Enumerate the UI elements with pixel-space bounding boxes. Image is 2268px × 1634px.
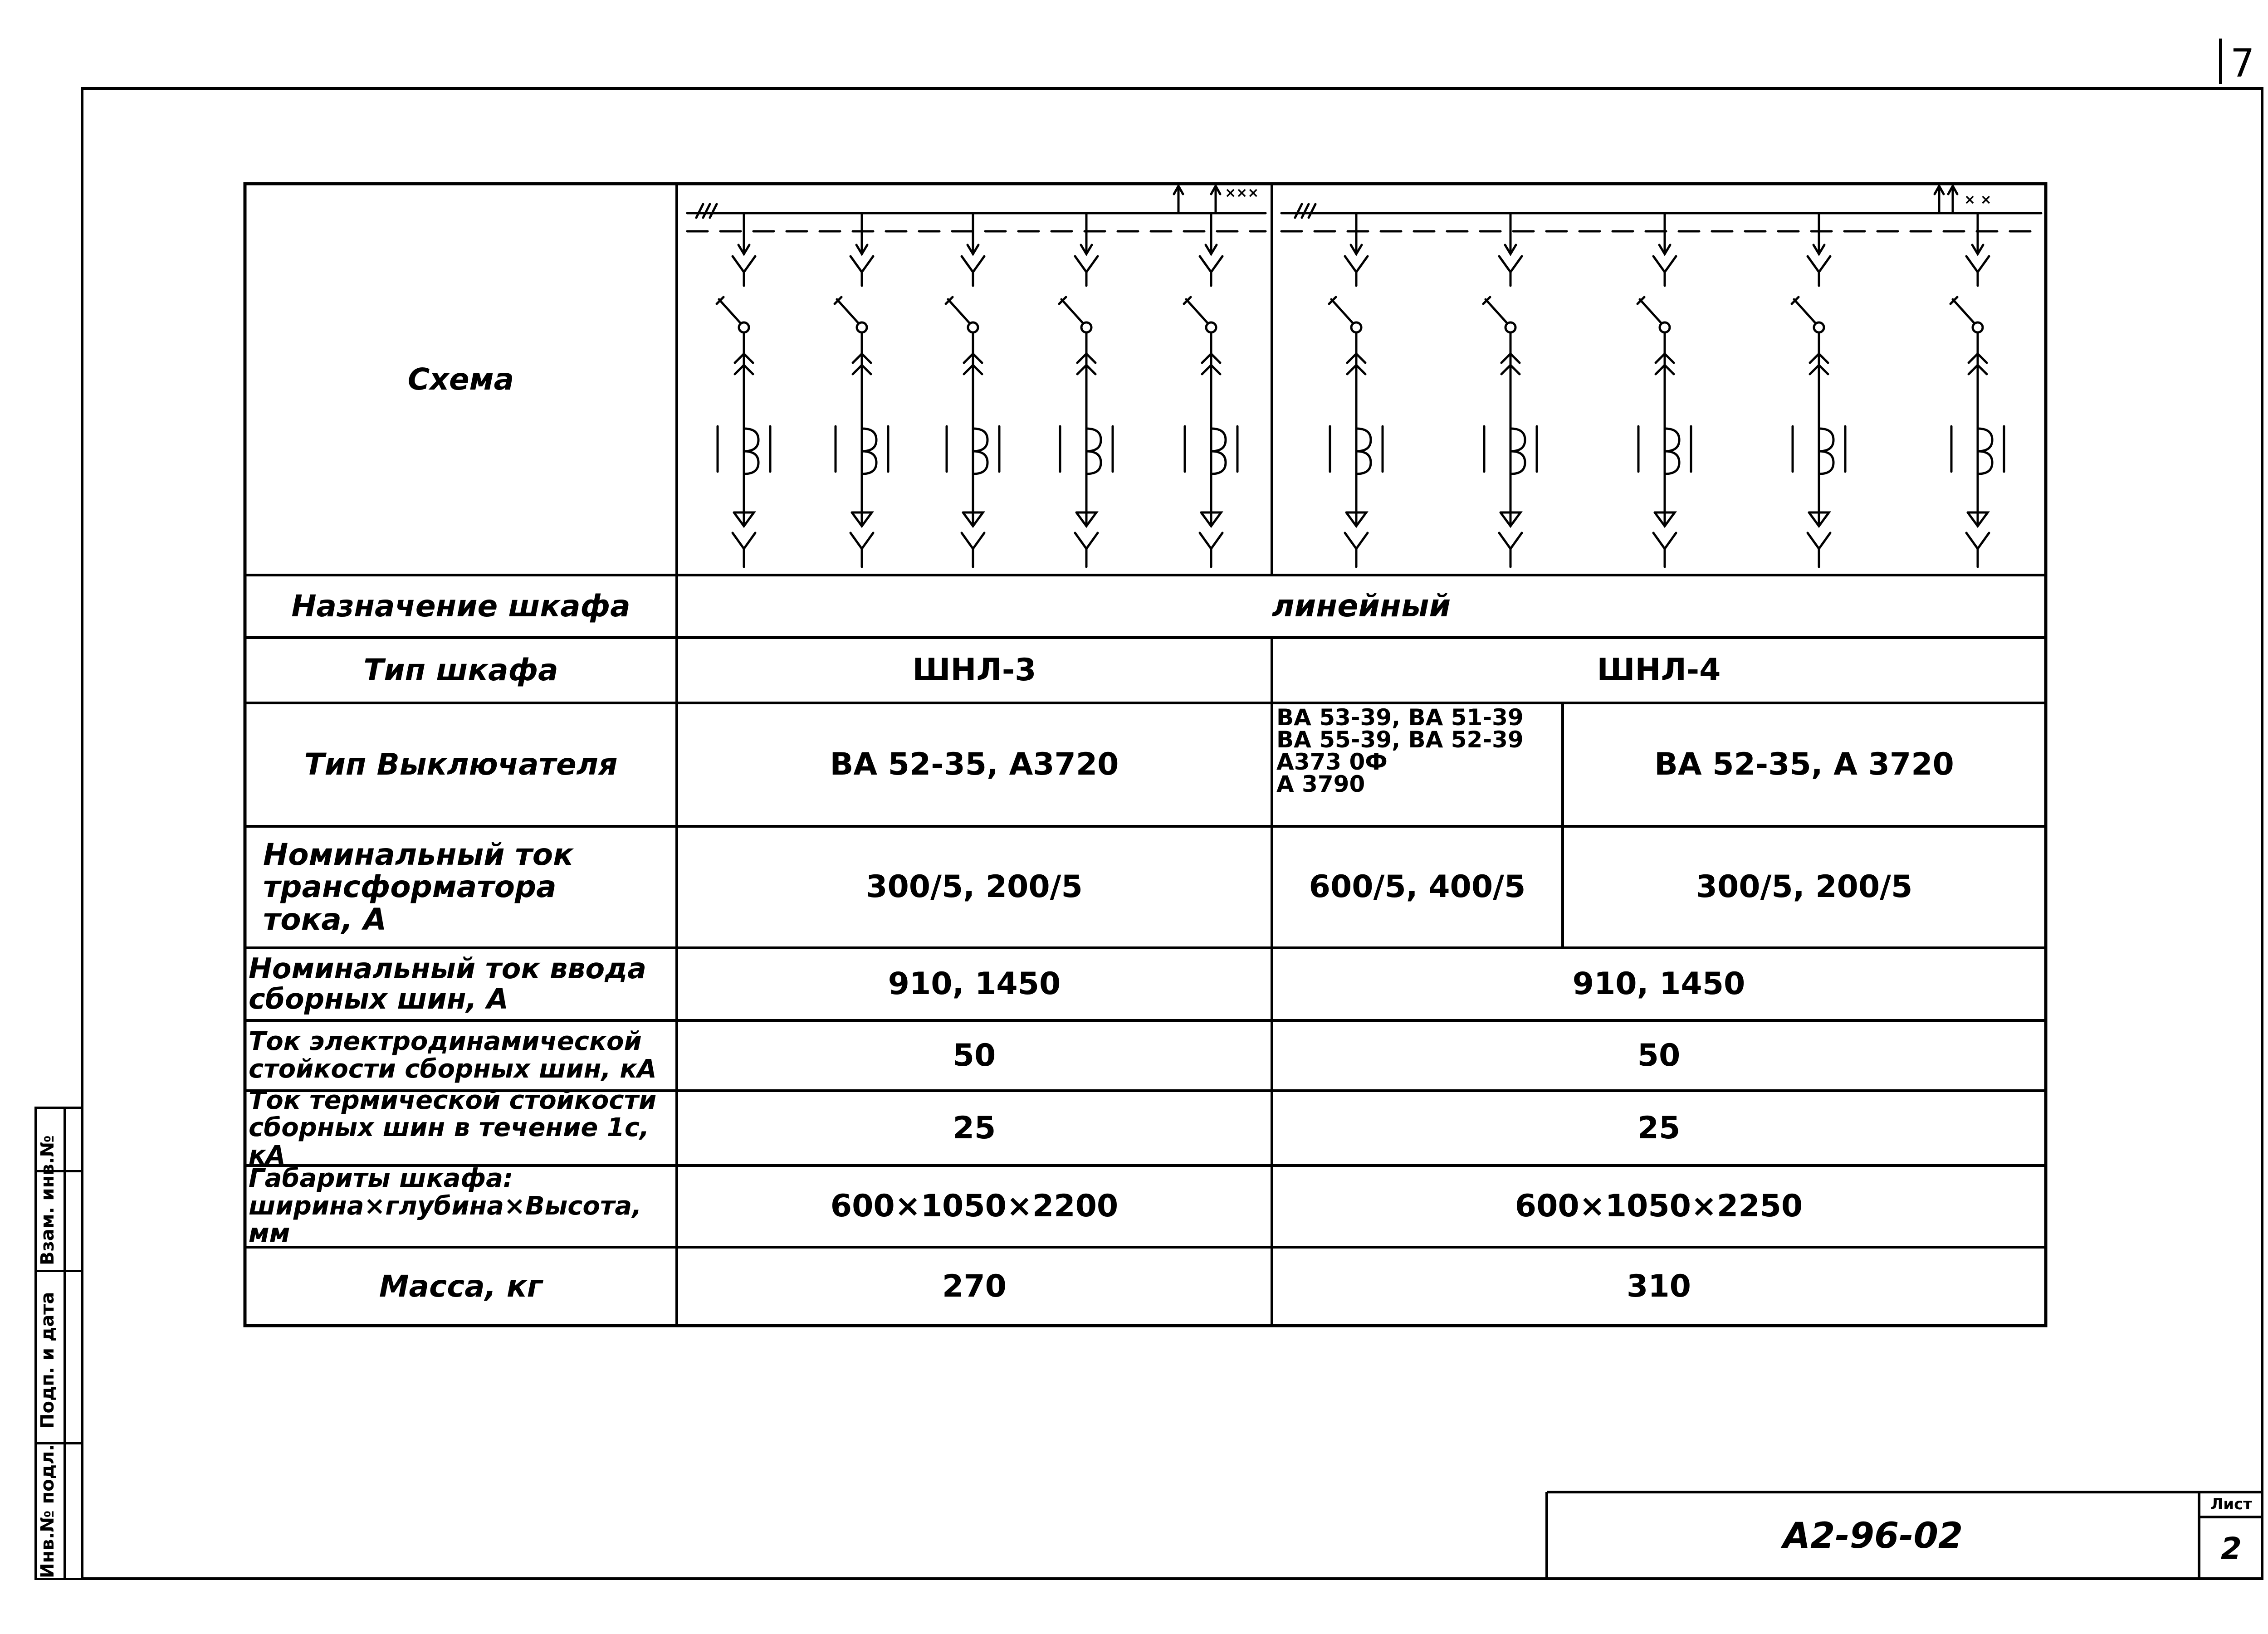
breaker-type-shnl4-b: ВА 52-35, А 3720 <box>1654 746 1954 783</box>
cabinet-type-shnl4: ШНЛ-4 <box>1597 652 1721 688</box>
mass-shnl4: 310 <box>1627 1268 1691 1304</box>
sheet-number: 7 <box>2231 41 2254 86</box>
row-label-thermal: Ток термической стойкости сборных шин в течение 1с, кА <box>249 1085 657 1170</box>
electrodynamic-shnl3: 50 <box>953 1037 996 1073</box>
row-label-electrodynamic: Ток электродинамической стойкости сборных шин, кА <box>249 1027 657 1084</box>
document-code: А2-96-02 <box>1783 1515 1963 1556</box>
row-label-cabinet-type: Тип шкафа <box>363 653 558 688</box>
ct-current-shnl4-a: 600/5, 400/5 <box>1309 869 1526 905</box>
ct-current-shnl4-b: 300/5, 200/5 <box>1696 869 1913 905</box>
row-label-dimensions: Габариты шкафа: ширина×глубина×Высота, мм <box>249 1164 642 1249</box>
sheet-label: Лист <box>2210 1495 2252 1514</box>
purpose-value: линейный <box>1271 588 1451 624</box>
electrodynamic-shnl4: 50 <box>1637 1037 1681 1073</box>
cabinet-type-shnl3: ШНЛ-3 <box>912 652 1036 688</box>
ct-current-shnl3: 300/5, 200/5 <box>866 869 1083 905</box>
row-label-ct-current: Номинальный ток трансформатора тока, А <box>263 837 573 937</box>
svg-text:× ×: × × <box>1964 192 1992 208</box>
bus-input-current-shnl4: 910, 1450 <box>1572 966 1745 1002</box>
row-label-purpose: Назначение шкафа <box>291 589 631 624</box>
row-label-mass: Масса, кг <box>379 1268 543 1304</box>
bus-input-current-shnl3: 910, 1450 <box>888 966 1061 1002</box>
dimensions-shnl4: 600×1050×2250 <box>1515 1188 1803 1224</box>
svg-text:×××: ××× <box>1225 185 1259 201</box>
sheet-value: 2 <box>2221 1531 2242 1566</box>
row-label-scheme: Схема <box>407 361 514 397</box>
side-stamp-label: Взам. инв.№ <box>37 1135 58 1265</box>
row-label-breaker-type: Тип Выключателя <box>304 747 618 782</box>
side-stamp-label: Подп. и дата <box>37 1292 58 1429</box>
thermal-shnl3: 25 <box>953 1110 996 1146</box>
thermal-shnl4: 25 <box>1637 1110 1681 1146</box>
breaker-type-shnl4-a: ВА 53-39, ВА 51-39 ВА 55-39, ВА 52-39 А373 0Ф А 3790 <box>1276 704 1524 797</box>
breaker-type-shnl3: ВА 52-35, А3720 <box>830 746 1119 783</box>
mass-shnl3: 270 <box>942 1268 1007 1304</box>
side-stamp-label: Инв.№ подл. <box>37 1444 58 1578</box>
row-label-bus-input-current: Номинальный ток ввода сборных шин, А <box>249 952 646 1015</box>
dimensions-shnl3: 600×1050×2200 <box>830 1188 1119 1224</box>
